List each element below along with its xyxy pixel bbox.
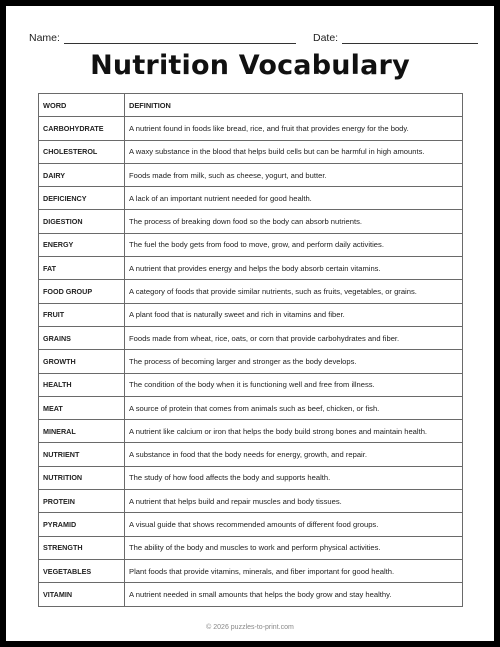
- vocab-word: CHOLESTEROL: [39, 140, 125, 163]
- table-row: [39, 257, 463, 280]
- table-row: [39, 583, 463, 606]
- word-column-header: WORD: [39, 94, 125, 117]
- table-row: [39, 280, 463, 303]
- vocab-word: DEFICIENCY: [39, 187, 125, 210]
- vocab-definition: A nutrient that helps build and repair muscles and body tissues.: [125, 490, 463, 513]
- table-row: [39, 187, 463, 210]
- vocab-definition: The condition of the body when it is functioning well and free from illness.: [125, 373, 463, 396]
- table-row: [39, 373, 463, 396]
- table-row: [39, 420, 463, 443]
- name-line: [64, 32, 296, 44]
- name-field: [29, 32, 296, 44]
- table-row: [39, 303, 463, 326]
- vocab-definition: A visual guide that shows recommended amounts of different food groups.: [125, 513, 463, 536]
- vocab-definition: A plant food that is naturally sweet and rich in vitamins and fiber.: [125, 303, 463, 326]
- vocab-definition: The process of breaking down food so the body can absorb nutrients.: [125, 210, 463, 233]
- vocab-word: STRENGTH: [39, 536, 125, 559]
- vocab-definition: Plant foods that provide vitamins, minerals, and fiber important for good health.: [125, 559, 463, 582]
- vocab-definition: A category of foods that provide similar nutrients, such as fruits, vegetables, or grains.: [125, 280, 463, 303]
- vocab-word: VEGETABLES: [39, 559, 125, 582]
- table-row: [39, 210, 463, 233]
- vocab-definition: A nutrient found in foods like bread, rice, and fruit that provides energy for the body.: [125, 117, 463, 140]
- table-row: [39, 513, 463, 536]
- table-row: [39, 233, 463, 256]
- table-row: [39, 326, 463, 349]
- vocab-word: DAIRY: [39, 163, 125, 186]
- vocab-word: MINERAL: [39, 420, 125, 443]
- vocab-word: HEALTH: [39, 373, 125, 396]
- date-field: [313, 32, 478, 44]
- date-label: Date:: [313, 32, 339, 44]
- vocab-word: PROTEIN: [39, 490, 125, 513]
- vocab-definition: A substance in food that the body needs for energy, growth, and repair.: [125, 443, 463, 466]
- vocab-word: GROWTH: [39, 350, 125, 373]
- table-row: [39, 559, 463, 582]
- table-row: [39, 466, 463, 489]
- vocab-definition: The fuel the body gets from food to move, grow, and perform daily activities.: [125, 233, 463, 256]
- vocab-word: NUTRITION: [39, 466, 125, 489]
- vocab-definition: A waxy substance in the blood that helps build cells but can be harmful in high amounts.: [125, 140, 463, 163]
- vocab-word: ENERGY: [39, 233, 125, 256]
- vocab-definition: The process of becoming larger and stronger as the body develops.: [125, 350, 463, 373]
- table-row: [39, 443, 463, 466]
- table-row: [39, 140, 463, 163]
- vocabulary-table: [38, 93, 463, 607]
- vocab-word: GRAINS: [39, 326, 125, 349]
- definition-column-header: DEFINITION: [125, 94, 463, 117]
- vocab-definition: The ability of the body and muscles to work and perform physical activities.: [125, 536, 463, 559]
- vocab-definition: A nutrient that provides energy and helps the body absorb certain vitamins.: [125, 257, 463, 280]
- table-row: [39, 536, 463, 559]
- vocab-definition: Foods made from milk, such as cheese, yogurt, and butter.: [125, 163, 463, 186]
- vocab-word: NUTRIENT: [39, 443, 125, 466]
- name-label: Name:: [29, 32, 60, 44]
- vocab-word: FAT: [39, 257, 125, 280]
- vocab-definition: A nutrient like calcium or iron that helps the body build strong bones and maintain health.: [125, 420, 463, 443]
- vocab-word: CARBOHYDRATE: [39, 117, 125, 140]
- copyright-footer: © 2026 puzzles-to-print.com: [206, 624, 294, 631]
- page-title: Nutrition Vocabulary: [90, 50, 410, 81]
- vocab-word: MEAT: [39, 396, 125, 419]
- table-row: [39, 117, 463, 140]
- table-row: [39, 396, 463, 419]
- vocab-word: FOOD GROUP: [39, 280, 125, 303]
- table-row: [39, 490, 463, 513]
- vocab-definition: A nutrient needed in small amounts that helps the body grow and stay healthy.: [125, 583, 463, 606]
- vocab-definition: A lack of an important nutrient needed for good health.: [125, 187, 463, 210]
- vocab-word: DIGESTION: [39, 210, 125, 233]
- vocab-definition: The study of how food affects the body and supports health.: [125, 466, 463, 489]
- vocab-word: VITAMIN: [39, 583, 125, 606]
- table-header-row: [39, 94, 463, 117]
- vocab-word: FRUIT: [39, 303, 125, 326]
- vocab-definition: A source of protein that comes from animals such as beef, chicken, or fish.: [125, 396, 463, 419]
- table-row: [39, 163, 463, 186]
- table-row: [39, 350, 463, 373]
- worksheet-page: [6, 6, 494, 641]
- date-line: [342, 32, 478, 44]
- vocab-word: PYRAMID: [39, 513, 125, 536]
- vocab-definition: Foods made from wheat, rice, oats, or corn that provide carbohydrates and fiber.: [125, 326, 463, 349]
